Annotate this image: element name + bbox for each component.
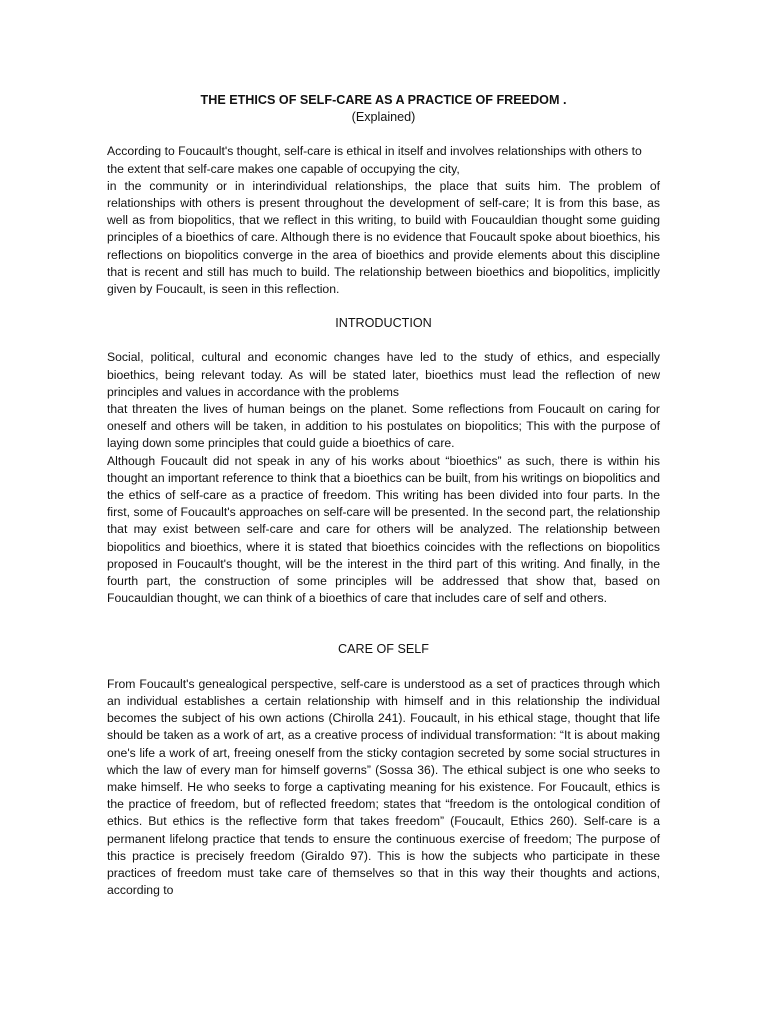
care-of-self-paragraph: From Foucault's genealogical perspective, self-care is understood as a set of practices through which an individual establishes a certain relationship with himself and in this relationship the individual becomes the subject of his own actions (Chirolla 241). Foucault, in his ethical stage, thought that life should be taken as a work of art, as a creative process of individual transformation: “It is about making one's life a work of art, freeing oneself from the sticky contagion secreted by some social structures in which the law of every man for himself governs” (Sossa 36). The ethical subject is one who seeks to make himself. He who seeks to forge a captivating meaning for his existence. For Foucault, ethics is the practice of freedom, but of reflected freedom; states that “freedom is the ontological condition of ethics. But ethics is the reflective form that takes freedom” (Foucault, Ethics 260). Self-care is a permanent lifelong practice that tends to ensure the continuous exercise of freedom; The purpose of this practice is precisely freedom (Giraldo 97). This is how the subjects who participate in these practices of freedom must take care of themselves so that in this way their thoughts and actions, according to (107, 676, 660, 898)
document-content (107, 92, 660, 899)
introduction-paragraph-3: Although Foucault did not speak in any of his works about “bioethics” as such, there is within his thought an important reference to think that a bioethics can be built, from his writings on biopolitics and the ethics of self-care as a practice of freedom. This writing has been divided into four parts. In the first, some of Foucault's approaches on self-care will be presented. In the second part, the relationship that may exist between self-care and care for others will be analyzed. The relationship between biopolitics and bioethics, where it is stated that bioethics coincides with the reflections on biopolitics proposed in Foucault's thought, will be the interest in the third part of this writing. And finally, in the fourth part, the construction of some principles will be addressed that show that, based on Foucauldian thought, we can think of a bioethics of care that includes care of self and others. (107, 453, 660, 606)
spacer (107, 607, 660, 641)
introduction-paragraph-1: Social, political, cultural and economic changes have led to the study of ethics, and especially bioethics, being relevant today. As will be stated later, bioethics must lead the reflection of new principles and values in accordance with the problems (107, 350, 660, 399)
document-title: THE ETHICS OF SELF-CARE AS A PRACTICE OF FREEDOM . (200, 93, 567, 107)
abstract-paragraph-2: in the community or in interindividual relationships, the place that suits him. The problem of relationships with others is present throughout the development of self-care; It is from this base, as well as from biopolitics, that we reflect in this writing, to build with Foucauldian thought some guiding principles of a bioethics of care. Although there is no evidence that Foucault spoke about bioethics, his reflections on biopolitics converge in the area of bioethics and provide elements about this discipline that is recent and still has much to build. The relationship between bioethics and biopolitics, implicitly given by Foucault, is seen in this reflection. (107, 178, 660, 297)
spacer (107, 332, 660, 349)
abstract-paragraph-1: According to Foucault's thought, self-care is ethical in itself and involves relationships with others to the extent that self-care makes one capable of occupying the city, (107, 144, 642, 176)
document-subtitle: (Explained) (351, 110, 416, 125)
care-of-self-heading: CARE OF SELF (338, 642, 429, 657)
introduction-heading: INTRODUCTION (335, 316, 432, 331)
introduction-paragraph-2: that threaten the lives of human beings on the planet. Some reflections from Foucault on caring for oneself and others will be taken, in addition to his postulates on biopolitics; This with the purpose of laying down some principles that could guide a bioethics of care. (107, 402, 660, 451)
spacer (107, 298, 660, 315)
spacer (107, 659, 660, 676)
spacer (107, 126, 660, 143)
